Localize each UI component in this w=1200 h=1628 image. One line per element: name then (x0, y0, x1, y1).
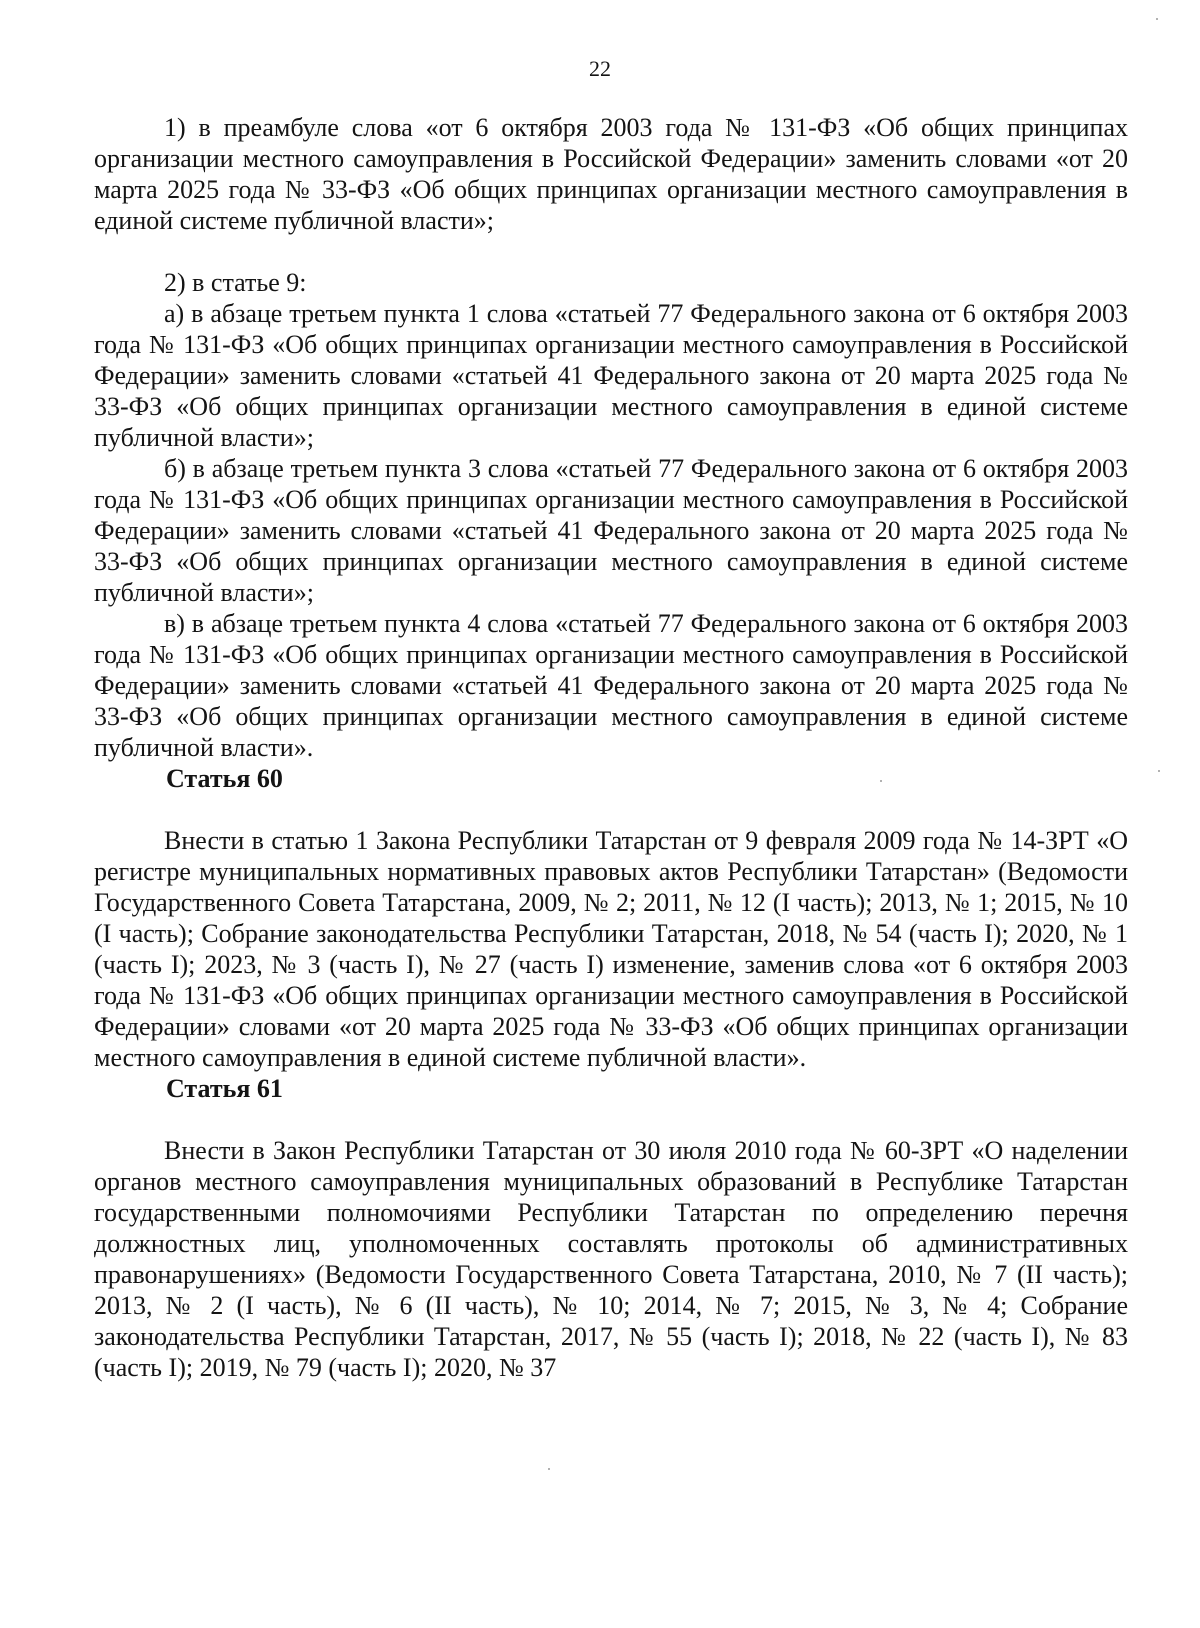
scan-speck (1158, 770, 1160, 772)
paragraph-article-9-intro: 2) в статье 9: (164, 268, 307, 297)
scan-speck (880, 780, 882, 782)
paragraph-preamble-amendment: 1) в преамбуле слова «от 6 октября 2003 года № 131-ФЗ «Об общих принципах организации местного самоуправления в Российской Федерации» заменить словами «от 20 марта 2025 года № 33-ФЗ «Об общих принципах организации местного самоуправления в единой системе публичной власти»; (94, 113, 1128, 235)
paragraph-subitem-a: а) в абзаце третьем пункта 1 слова «статьей 77 Федерального закона от 6 октября 2003 года № 131-ФЗ «Об общих принципах организации местного самоуправления в Российской Федерации» заменить словами «статьей 41 Федерального закона от 20 марта 2025 года № 33-ФЗ «Об общих принципах организации местного самоуправления в единой системе публичной власти»; (94, 299, 1128, 452)
document-body (94, 112, 1128, 1383)
scan-speck (548, 1468, 550, 1470)
paragraph-article-61-body: Внести в Закон Республики Татарстан от 30 июля 2010 года № 60-ЗРТ «О наделении органов местного самоуправления муниципальных образований в Республике Татарстан государственными полномочиями Республики Татарстан по определению перечня должностных лиц, уполномоченных составлять протоколы об административных правонарушениях» (Ведомости Государственного Совета Татарстана, 2010, № 7 (II часть); 2013, № 2 (I часть), № 6 (II часть), № 10; 2014, № 7; 2015, № 3, № 4; Собрание законодательства Республики Татарстан, 2017, № 55 (часть I); 2018, № 22 (часть I), № 83 (часть I); 2019, № 79 (часть I); 2020, № 37 (94, 1136, 1128, 1382)
article-60-heading: Статья 60 (166, 764, 283, 793)
scan-speck (1156, 18, 1158, 20)
paragraph-subitem-b: б) в абзаце третьем пункта 3 слова «статьей 77 Федерального закона от 6 октября 2003 года № 131-ФЗ «Об общих принципах организации местного самоуправления в Российской Федерации» заменить словами «статьей 41 Федерального закона от 20 марта 2025 года № 33-ФЗ «Об общих принципах организации местного самоуправления в единой системе публичной власти»; (94, 454, 1128, 607)
page-number: 22 (589, 56, 611, 81)
paragraph-article-60-body: Внести в статью 1 Закона Республики Татарстан от 9 февраля 2009 года № 14-ЗРТ «О регистре муниципальных нормативных правовых актов Республики Татарстан» (Ведомости Государственного Совета Татарстана, 2009, № 2; 2011, № 12 (I часть); 2013, № 1; 2015, № 10 (I часть); Собрание законодательства Республики Татарстан, 2018, № 54 (часть I); 2020, № 1 (часть I); 2023, № 3 (часть I), № 27 (часть I) изменение, заменив слова «от 6 октября 2003 года № 131-ФЗ «Об общих принципах организации местного самоуправления в Российской Федерации» словами «от 20 марта 2025 года № 33-ФЗ «Об общих принципах организации местного самоуправления в единой системе публичной власти». (94, 826, 1128, 1072)
paragraph-subitem-v: в) в абзаце третьем пункта 4 слова «статьей 77 Федерального закона от 6 октября 2003 года № 131-ФЗ «Об общих принципах организации местного самоуправления в Российской Федерации» заменить словами «статьей 41 Федерального закона от 20 марта 2025 года № 33-ФЗ «Об общих принципах организации местного самоуправления в единой системе публичной власти». (94, 609, 1128, 762)
article-61-heading: Статья 61 (166, 1074, 283, 1103)
